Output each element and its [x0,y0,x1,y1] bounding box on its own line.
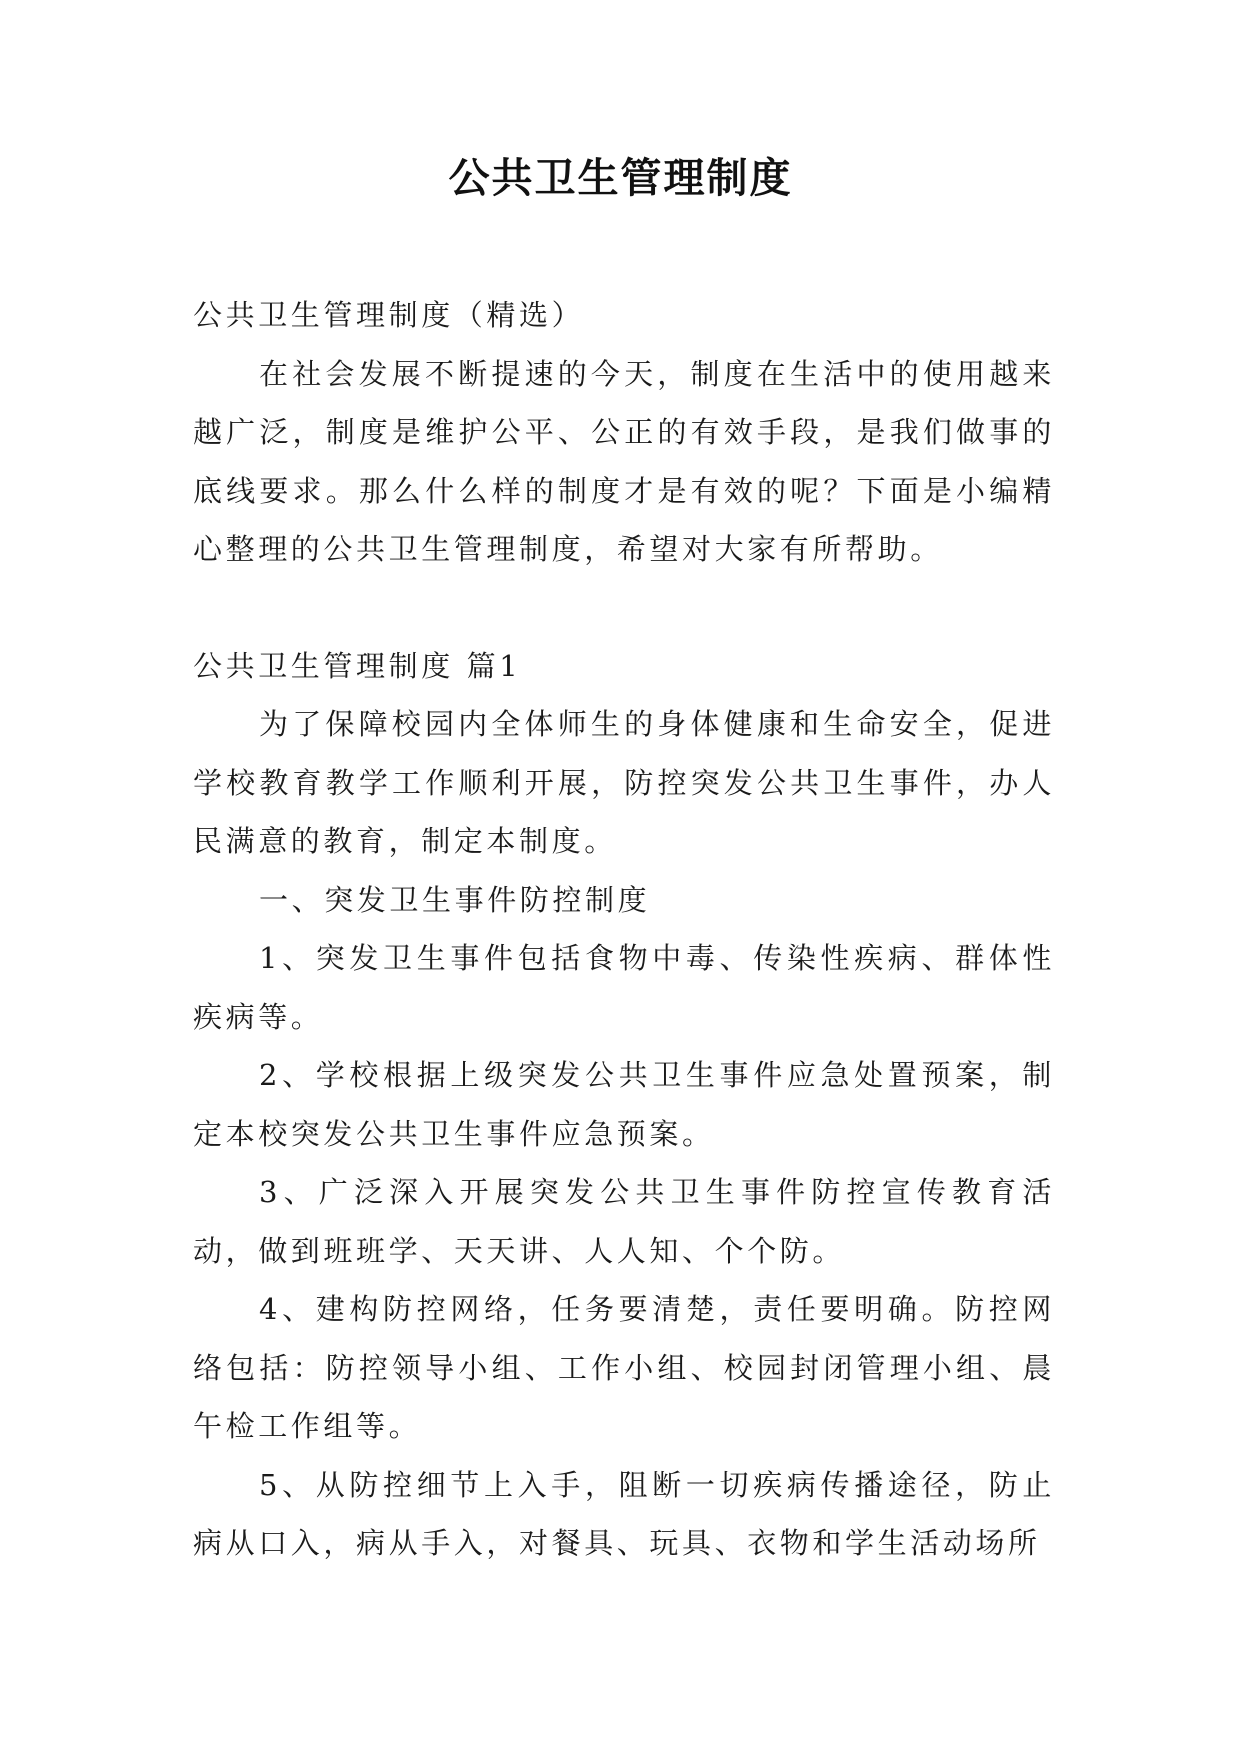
section-intro-paragraph: 为了保障校园内全体师生的身体健康和生命安全，促进学校教育教学工作顺利开展，防控突发公共卫生事件，办人民满意的教育，制定本制度。 [193,707,1055,858]
list-item: 5、从防控细节上入手，阻断一切疾病传播途径，防止病从口入，病从手入，对餐具、玩具、衣物和学生活动场所 [193,1467,1055,1560]
list-item: 1、突发卫生事件包括食物中毒、传染性疾病、群体性疾病等。 [193,941,1055,1034]
subtitle: 公共卫生管理制度（精选） [193,298,585,332]
document-body [193,286,1055,1573]
subheading: 一、突发卫生事件防控制度 [259,882,651,917]
list-item: 4、建构防控网络，任务要清楚，责任要明确。防控网络包括：防控领导小组、工作小组、校园封闭管理小组、晨午检工作组等。 [193,1292,1055,1443]
list-item: 2、学校根据上级突发公共卫生事件应急处置预案，制定本校突发公共卫生事件应急预案。 [193,1058,1055,1151]
document-title: 公共卫生管理制度 [448,154,793,202]
section-heading: 公共卫生管理制度 篇1 [193,648,522,683]
list-item: 3、广泛深入开展突发公共卫生事件防控宣传教育活动，做到班班学、天天讲、人人知、个个防。 [193,1175,1055,1268]
intro-paragraph: 在社会发展不断提速的今天，制度在生活中的使用越来越广泛，制度是维护公平、公正的有效手段，是我们做事的底线要求。那么什么样的制度才是有效的呢？下面是小编精心整理的公共卫生管理制度，希望对大家有所帮助。 [193,356,1055,566]
